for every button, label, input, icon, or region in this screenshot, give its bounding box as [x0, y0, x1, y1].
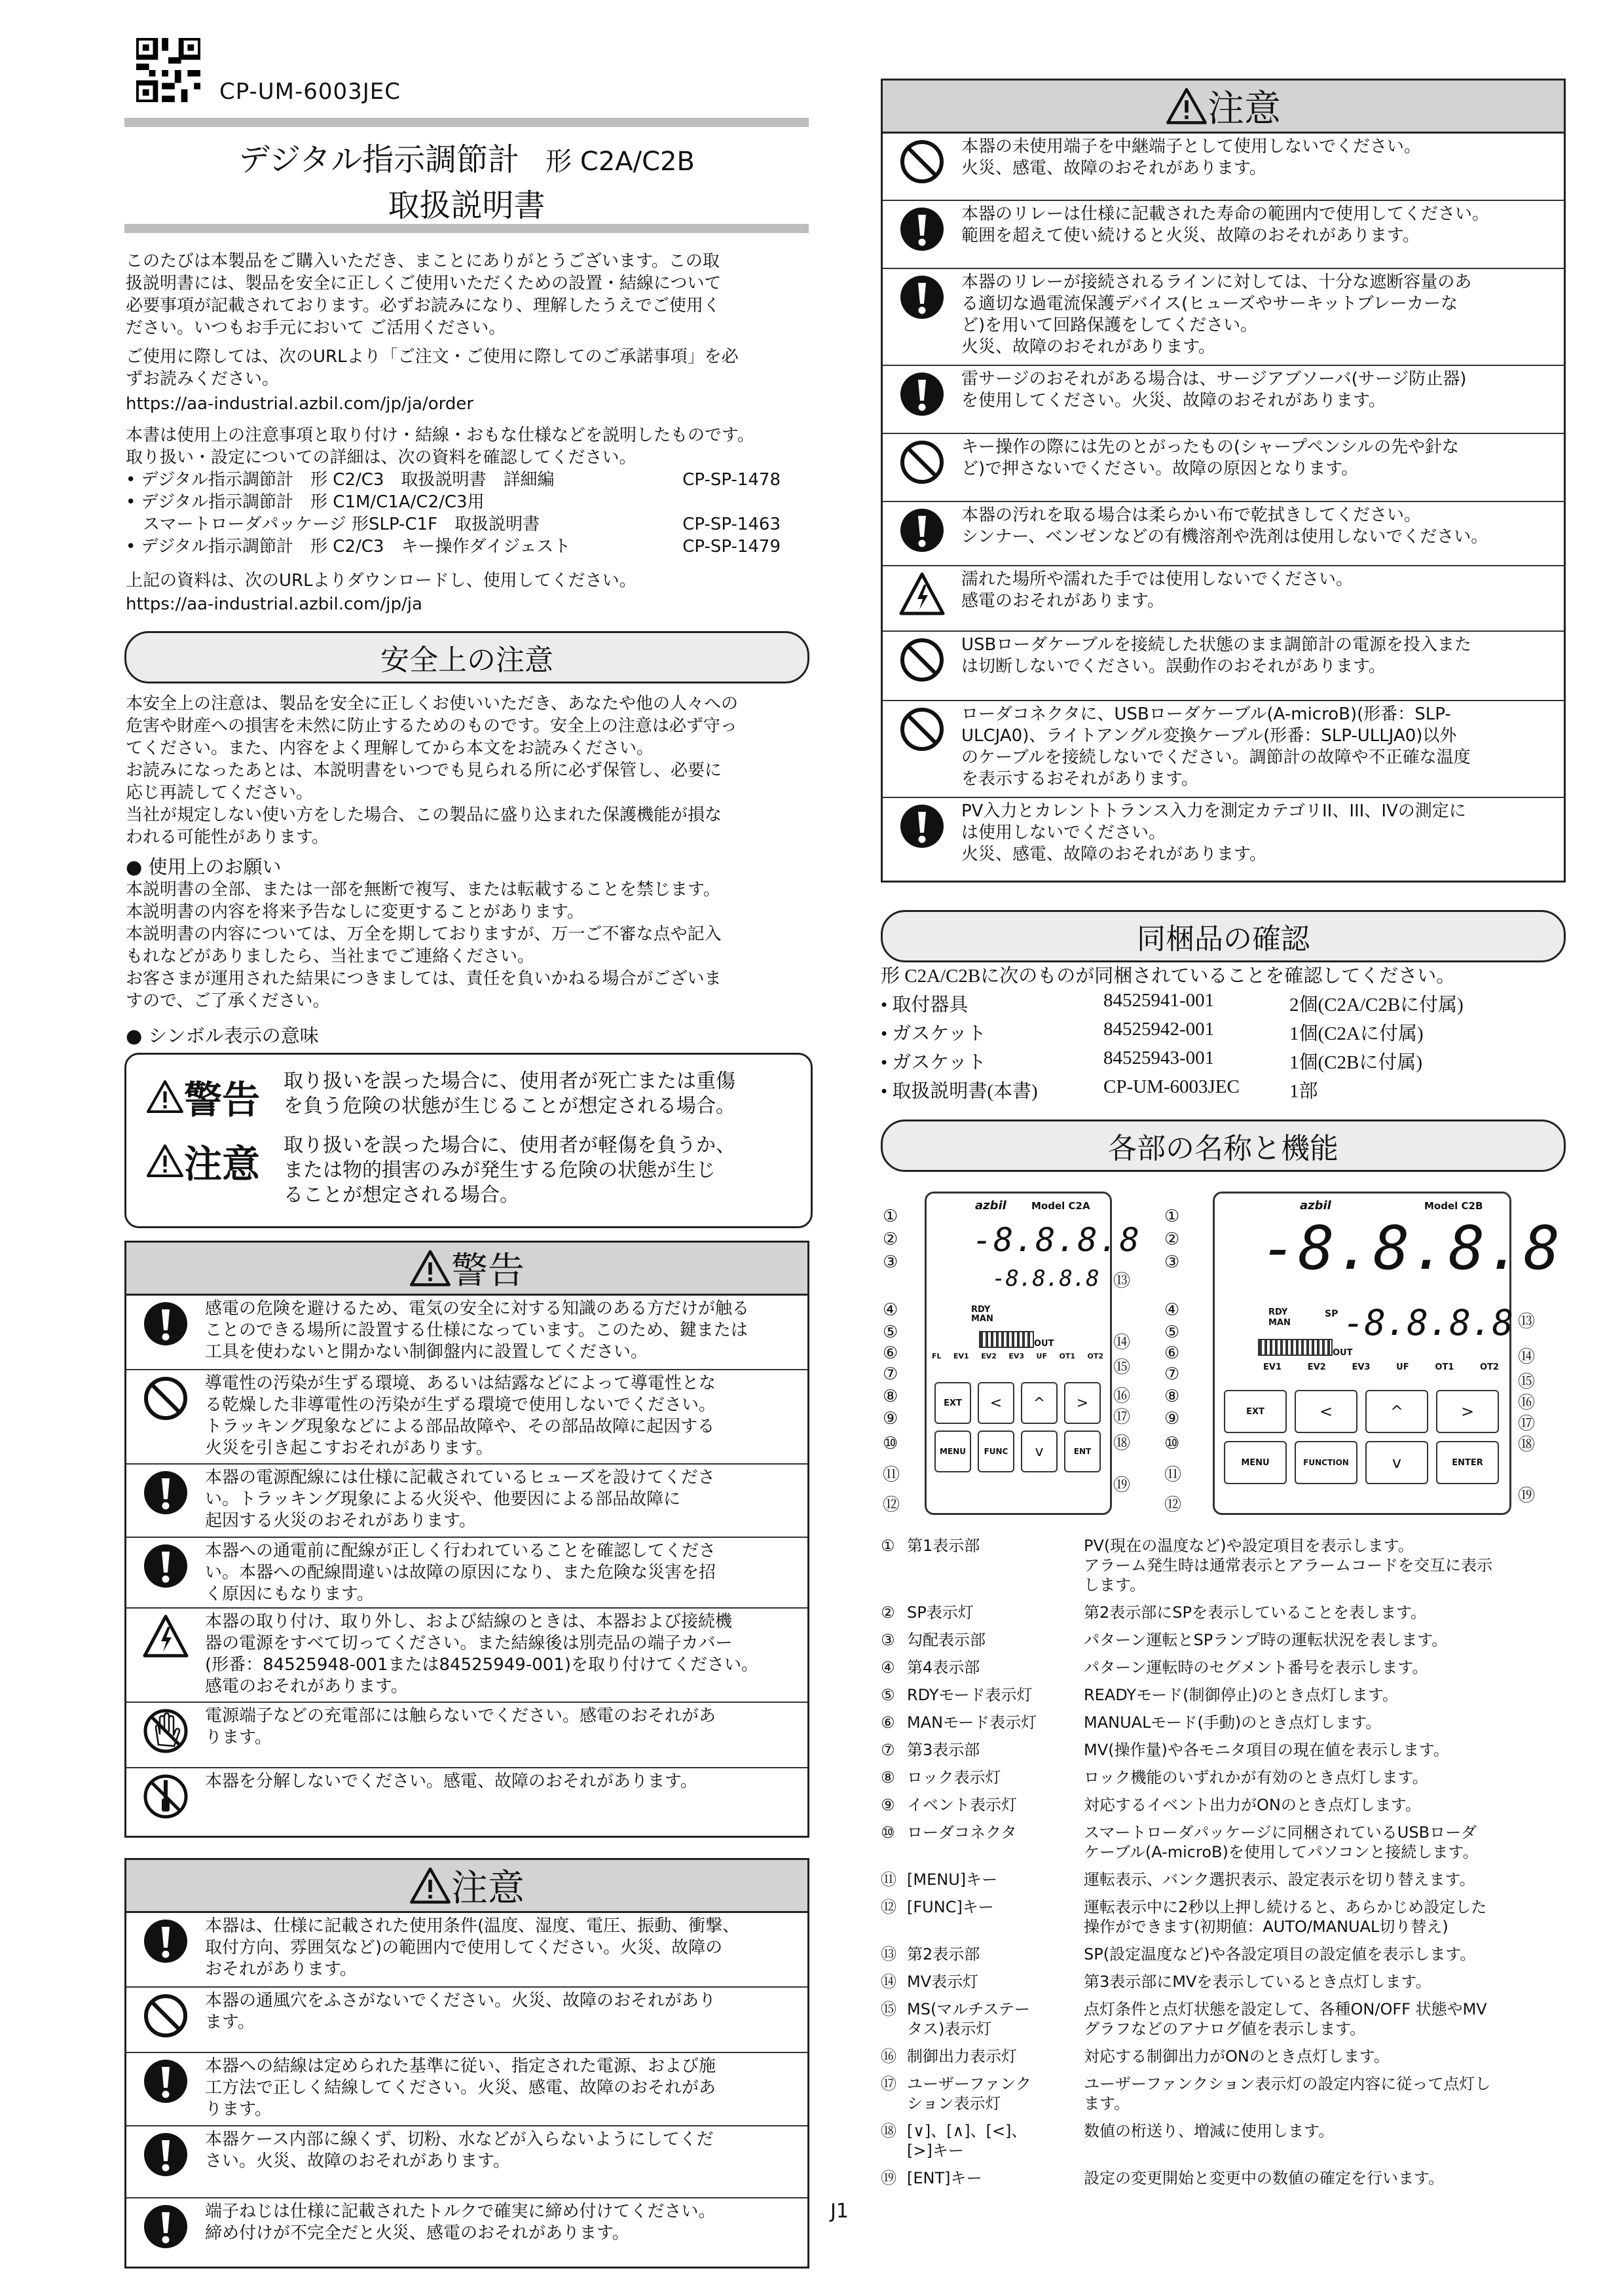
menu-key[interactable]: MENU [1224, 1441, 1287, 1484]
prohibited-icon [899, 139, 945, 185]
c2a-event-row: FL EV1 EV2 EV3 UF OT1 OT2 [932, 1352, 1103, 1360]
list-item: ⑲ [ENT]キー 設定の変更開始と変更中の数値の確定を行います。 [881, 2169, 1445, 2187]
caution-symbol-row [146, 1133, 794, 1208]
caution-item: 端子ねじは仕様に記載されたトルクで確実に締め付けてください。 締め付けが不完全だと火災、感電のおそれがあります。 [126, 2198, 807, 2267]
exclamation-icon [143, 2058, 189, 2104]
c2a-sv-display: -8.8.8.8 [992, 1266, 1099, 1292]
caution-item: キー操作の際には先のとがったもの(シャープペンシルの先や針な ど)で押さないでください。故障の原因となります。 [883, 434, 1564, 502]
no-touch-icon [143, 1708, 189, 1754]
exclamation-icon [899, 206, 945, 252]
usage-request-text: 本説明書の全部、または一部を無断で複写、または転載することを禁じます。 本説明書の内容を将来予告なしに変更することがあります。 本説明書の内容については、万全を期しておりますが、万一ご不審な点や記入 もれなどがありましたら、当社までご連絡ください。 お客さまが運用された結果につきましては、責任を負いかねる場合がございま すので、ご了承ください。 [126, 880, 722, 1011]
list-item: ⑯ 制御出力表示灯 対応する制御出力がONのとき点灯します。 [881, 2047, 1390, 2066]
ext-key[interactable]: EXT [1224, 1390, 1287, 1433]
parts-heading: 各部の名称と機能 [881, 1120, 1566, 1172]
exclamation-icon [899, 371, 945, 417]
prohibited-icon [899, 706, 945, 752]
list-item: ⑬ 第2表示部 SP(設定温度など)や各設定項目の設定値を表示します。 [881, 1945, 1476, 1963]
c2b-rdy-indicator: RDY [1268, 1307, 1288, 1317]
list-item: ③ 勾配表示部 パターン運転とSPランプ時の運転状況を表します。 [881, 1631, 1448, 1649]
reference-list [126, 469, 781, 558]
reference-item: • デジタル指示調節計 形 C2/C3 キー操作ダイジェスト CP-SP-1479 [126, 537, 781, 556]
no-disassembly-icon [143, 1774, 189, 1819]
caution-description: 取り扱いを誤った場合に、使用者が軽傷を負うか、 または物的損害のみが発生する危険の状態が生じ ることが想定される場合。 [284, 1134, 735, 1207]
device-c2a-illustration [925, 1192, 1141, 1515]
list-item: ⑰ ユーザーファンク ション表示灯 ユーザーファンクション表示灯の設定内容に従って点灯し ます。 [881, 2075, 1491, 2113]
ext-key[interactable]: EXT [934, 1382, 971, 1424]
c2b-brand-logo: azbil [1300, 1199, 1331, 1212]
caution-label: 注意 [184, 1142, 261, 1186]
caution-box-title: 注意 [451, 1867, 525, 1910]
caution-item: 本器の未使用端子を中継端子として使用しないでください。 火災、感電、故障のおそれがあります。 [883, 134, 1564, 201]
c2a-man-indicator: MAN [971, 1314, 993, 1324]
table-row: • ガスケット 84525943-001 1個(C2Bに付属) [881, 1048, 1423, 1073]
c2b-model-label: Model C2B [1424, 1200, 1483, 1212]
list-item: ① 第1表示部 PV(現在の温度など)や設定項目を表示します。 アラーム発生時は通常表示とアラームコードを交互に表示 します。 [881, 1537, 1492, 1594]
exclamation-icon [143, 1918, 189, 1964]
download-url-link[interactable]: https://aa-industrial.azbil.com/jp/ja [126, 594, 422, 614]
warning-item: 感電の危険を避けるため、電気の安全に対する知識のある方だけが触る ことのできる場所に設置する仕様になっています。このため、鍵または 工具を使わないと開かない制御盤内に設置してください。 [126, 1296, 807, 1370]
warning-item: 本器を分解しないでください。感電、故障のおそれがあります。 [126, 1768, 807, 1836]
list-item: ⑤ RDYモード表示灯 READYモード(制御停止)のとき点灯します。 [881, 1686, 1398, 1704]
c2b-event-row: EV1 EV2 EV3 UF OT1 OT2 [1263, 1362, 1499, 1372]
warning-symbol-row [146, 1069, 794, 1124]
right-key[interactable]: > [1436, 1390, 1499, 1433]
page-subtitle: 取扱説明書 [388, 187, 545, 224]
c2a-bargraph [979, 1331, 1034, 1348]
list-item: ④ 第4表示部 パターン運転時のセグメント番号を表示します。 [881, 1658, 1428, 1677]
warning-label: 警告 [184, 1078, 261, 1122]
page-title [124, 134, 809, 179]
caution-triangle-icon [1166, 87, 1208, 125]
parts-list [881, 1518, 1565, 2188]
exclamation-icon [899, 803, 945, 849]
title-bottom-rule [124, 224, 809, 233]
warning-item: 導電性の汚染が生ずる環境、あるいは結露などによって導電性とな る乾燥した非導電性の汚染が生ずる環境で使用しないでください。 トラッキング現象などによる部品故障や、その部品故障に起因する 火災を引き起こすおそれがあります。 [126, 1370, 807, 1465]
order-url-link[interactable]: https://aa-industrial.azbil.com/jp/ja/order [126, 394, 474, 414]
down-key[interactable]: v [1365, 1441, 1428, 1484]
caution-item: 本器のリレーが接続されるラインに対しては、十分な遮断容量のあ る適切な過電流保護デバイス(ヒューズやサーキットブレーカーな ど)を用いて回路保護をしてください。 火災、故障のおそれがあります。 [883, 269, 1564, 366]
exclamation-icon [143, 1470, 189, 1516]
exclamation-icon [143, 2132, 189, 2178]
c2b-bargraph [1258, 1339, 1333, 1356]
package-contents-heading: 同梱品の確認 [881, 910, 1566, 962]
title-line1: デジタル指示調節計 [238, 141, 520, 178]
intro-paragraph-4: 上記の資料は、次のURLよりダウンロードし、使用してください。 [126, 571, 637, 591]
title-model: 形 C2A/C2B [545, 147, 695, 177]
list-item: ② SP表示灯 第2表示部にSPを表示していることを表します。 [881, 1603, 1427, 1622]
enter-key[interactable]: ENTER [1436, 1441, 1499, 1484]
c2b-keypad [1224, 1390, 1499, 1484]
caution-item: 本器の汚れを取る場合は柔らかい布で乾拭きしてください。 シンナー、ベンゼンなどの有機溶剤や洗剤は使用しないでください。 [883, 502, 1564, 566]
intro-paragraph-3: 本書は使用上の注意事項と取り付け・結線・おもな仕様などを説明したものです。 取り扱い・設定についての詳細は、次の資料を確認してください。 [126, 426, 754, 467]
caution-box-left [124, 1858, 809, 2269]
exclamation-icon [899, 274, 945, 320]
table-row: • 取付器具 84525941-001 2個(C2A/C2Bに付属) [881, 990, 1464, 1015]
caution-box-title: 注意 [1208, 88, 1281, 130]
package-table [881, 990, 1464, 1105]
page-number: J1 [830, 2200, 849, 2223]
c2b-sv-display: -8.8.8.8 [1343, 1302, 1514, 1343]
warning-item: 本器の取り付け、取り外し、および結線のときは、本器および接続機 器の電源をすべて切ってください。また結線後は別売品の端子カバー (形番：84525948-001または84525949-001)を取り付けてください。 感電のおそれがあります。 [126, 1609, 807, 1703]
list-item: ⑦ 第3表示部 MV(操作量)や各モニタ項目の現在値を表示します。 [881, 1741, 1449, 1759]
reference-item: • デジタル指示調節計 形 C2/C3 取扱説明書 詳細編 CP-SP-1478 [126, 470, 781, 490]
down-key[interactable]: v [1021, 1430, 1058, 1472]
device-c2b-illustration [1213, 1192, 1562, 1515]
electric-shock-icon [899, 572, 945, 617]
c2a-pv-display: -8.8.8.8 [972, 1221, 1141, 1259]
exclamation-icon [143, 1301, 189, 1347]
list-item: ⑭ MV表示灯 第3表示部にMVを表示しているとき点灯します。 [881, 1973, 1431, 1991]
c2a-out-indicator: OUT [1034, 1339, 1054, 1349]
usage-request-heading: ● 使用上のお願い [126, 856, 282, 878]
exclamation-icon [899, 507, 945, 553]
caution-item: 本器の通風穴をふさがないでください。火災、故障のおそれがあり ます。 [126, 1988, 807, 2053]
list-item: ⑫ [FUNC]キー 運転表示中に2秒以上押し続けると、あらかじめ設定した 操作ができます(初期値：AUTO/MANUAL切り替え) [881, 1898, 1487, 1936]
caution-item: 本器ケース内部に線くず、切粉、水などが入らないようにしてくだ さい。火災、故障のおそれがあります。 [126, 2126, 807, 2198]
warning-description: 取り扱いを誤った場合に、使用者が死亡または重傷 を負う危険の状態が生じることが想定される場合。 [284, 1070, 735, 1118]
c2b-man-indicator: MAN [1268, 1318, 1291, 1328]
warning-item: 電源端子などの充電部には触らないでください。感電のおそれがあ ります。 [126, 1703, 807, 1768]
caution-item: 濡れた場所や濡れた手では使用しないでください。 感電のおそれがあります。 [883, 566, 1564, 632]
warning-item: 本器の電源配線には仕様に記載されているヒューズを設けてくださ い。トラッキング現象による火災や、他要因による部品故障に 起因する火災のおそれがあります。 [126, 1465, 807, 1538]
caution-item: ローダコネクタに、USBローダケーブル(A-microB)(形番：SLP- ULCJA0)、ライトアングル変換ケーブル(形番：SLP-ULLJA0)以外 のケーブルを接続しないでください。調節計の故障や不正確な温度 を表示するおそれがあります。 [883, 701, 1564, 798]
safety-intro: 本安全上の注意は、製品を安全に正しくお使いいただき、あなたや他の人々への 危害や財産への損害を未然に防止するためのものです。安全上の注意は必ず守っ てください。また、内容をよく理解してから本文をお読みください。 お読みになったあとは、本説明書をいつでも見られる所に必ず保管し、必要に 応じ再読してください。 当社が規定しない使い方をした場合、この製品に盛り込まれた保護機能が損な われる可能性があります。 [126, 694, 738, 847]
caution-item: PV入力とカレントトランス入力を測定カテゴリII、III、IVの測定に は使用しないでください。 火災、感電、故障のおそれがあります。 [883, 798, 1564, 881]
list-item: ⑥ MANモード表示灯 MANUALモード(手動)のとき点灯します。 [881, 1713, 1382, 1732]
symbol-meaning-heading: ● シンボル表示の意味 [126, 1025, 319, 1047]
c2a-keypad [934, 1382, 1102, 1472]
up-key[interactable]: ^ [1021, 1382, 1058, 1424]
prohibited-icon [899, 439, 945, 485]
list-item: ⑮ MS(マルチステー タス)表示灯 点灯条件と点灯状態を設定して、各種ON/OFF 状態やMV グラフなどのアナログ値を表示します。 [881, 2000, 1487, 2038]
intro-paragraph-1: このたびは本製品をご購入いただき、まことにありがとうございます。この取 扱説明書には、製品を安全に正しくご使用いただくための設置・結線について 必要事項が記載されております。必ずお読みになり、理解したうえでご使用く ださい。いつもお手元において ご活用ください。 [126, 251, 722, 338]
caution-item: 本器への結線は定められた基準に従い、指定された電源、および施 工方法で正しく結線してください。火災、感電、故障のおそれがあ ります。 [126, 2053, 807, 2126]
prohibited-icon [143, 1376, 189, 1421]
caution-triangle-icon [409, 1867, 451, 1904]
c2a-model-label: Model C2A [1031, 1200, 1090, 1212]
caution-triangle-icon [146, 1144, 184, 1178]
title-top-rule [124, 118, 809, 127]
prohibited-icon [899, 637, 945, 683]
reference-item: • デジタル指示調節計 形 C1M/C1A/C2/C3用 スマートローダパッケージ 形SLP-C1F 取扱説明書 CP-SP-1463 [126, 492, 781, 534]
electric-shock-icon [143, 1614, 189, 1660]
document-code: CP-UM-6003JEC [219, 79, 401, 105]
left-key[interactable]: < [1295, 1390, 1357, 1433]
warning-item: 本器への通電前に配線が正しく行われていることを確認してくださ い。本器への配線間違いは故障の原因になり、また危険な災害を招 く原因にもなります。 [126, 1538, 807, 1609]
c2a-brand-logo: azbil [975, 1199, 1006, 1212]
intro-paragraph-2: ご使用に際しては、次のURLより「ご注文・ご使用に際してのご承諾事項」を必 ずお読みください。 [126, 347, 739, 389]
prohibited-icon [143, 1993, 189, 2039]
list-item: ⑪ [MENU]キー 運転表示、バンク選択表示、設定表示を切り替えます。 [881, 1870, 1475, 1889]
list-item: ⑱ [∨]、[∧]、[<]、 [>]キー 数値の桁送り、増減に使用します。 [881, 2122, 1335, 2160]
safety-heading: 安全上の注意 [124, 631, 809, 683]
caution-item: 本器のリレーは仕様に記載された寿命の範囲内で使用してください。 範囲を超えて使い続けると火災、故障のおそれがあります。 [883, 201, 1564, 269]
right-key[interactable]: > [1064, 1382, 1101, 1424]
warning-triangle-icon [409, 1249, 451, 1287]
caution-item: 本器は、仕様に記載された使用条件(温度、湿度、電圧、振動、衝撃、 取付方向、雰囲気など)の範囲内で使用してください。火災、故障の おそれがあります。 [126, 1913, 807, 1988]
left-key[interactable]: < [978, 1382, 1014, 1424]
package-intro: 形 C2A/C2Bに次のものが同梱されていることを確認してください。 [881, 966, 1456, 987]
warning-triangle-icon [146, 1080, 184, 1114]
function-key[interactable]: FUNCTION [1295, 1441, 1357, 1484]
c2b-out-indicator: OUT [1333, 1348, 1353, 1358]
list-item: ⑨ イベント表示灯 対応するイベント出力がONのとき点灯します。 [881, 1796, 1421, 1814]
ent-key[interactable]: ENT [1064, 1430, 1101, 1472]
c2a-rdy-indicator: RDY [971, 1305, 991, 1315]
list-item: ⑧ ロック表示灯 ロック機能のいずれかが有効のとき点灯します。 [881, 1768, 1428, 1787]
menu-key[interactable]: MENU [934, 1430, 971, 1472]
c2b-pv-display: -8.8.8.8 [1261, 1213, 1562, 1283]
caution-box-right [881, 79, 1566, 883]
symbol-legend-box [124, 1053, 813, 1228]
list-item: ⑩ ローダコネクタ スマートローダパッケージに同梱されているUSBローダ ケーブル(A-microB)を使用してパソコンと接続します。 [881, 1823, 1479, 1861]
caution-item: USBローダケーブルを接続した状態のまま調節計の電源を投入また は切断しないでください。誤動作のおそれがあります。 [883, 632, 1564, 701]
qr-code-icon [136, 38, 200, 102]
func-key[interactable]: FUNC [978, 1430, 1014, 1472]
exclamation-icon [143, 1543, 189, 1589]
exclamation-icon [143, 2204, 189, 2250]
table-row: • ガスケット 84525942-001 1個(C2Aに付属) [881, 1019, 1424, 1044]
table-row: • 取扱説明書(本書) CP-UM-6003JEC 1部 [881, 1076, 1318, 1102]
caution-item: 雷サージのおそれがある場合は、サージアブソーバ(サージ防止器) を使用してください。火災、故障のおそれがあります。 [883, 366, 1564, 434]
warning-box-title: 警告 [451, 1250, 525, 1292]
up-key[interactable]: ^ [1365, 1390, 1428, 1433]
warning-box [124, 1241, 809, 1838]
c2b-sp-indicator: SP [1325, 1309, 1338, 1319]
